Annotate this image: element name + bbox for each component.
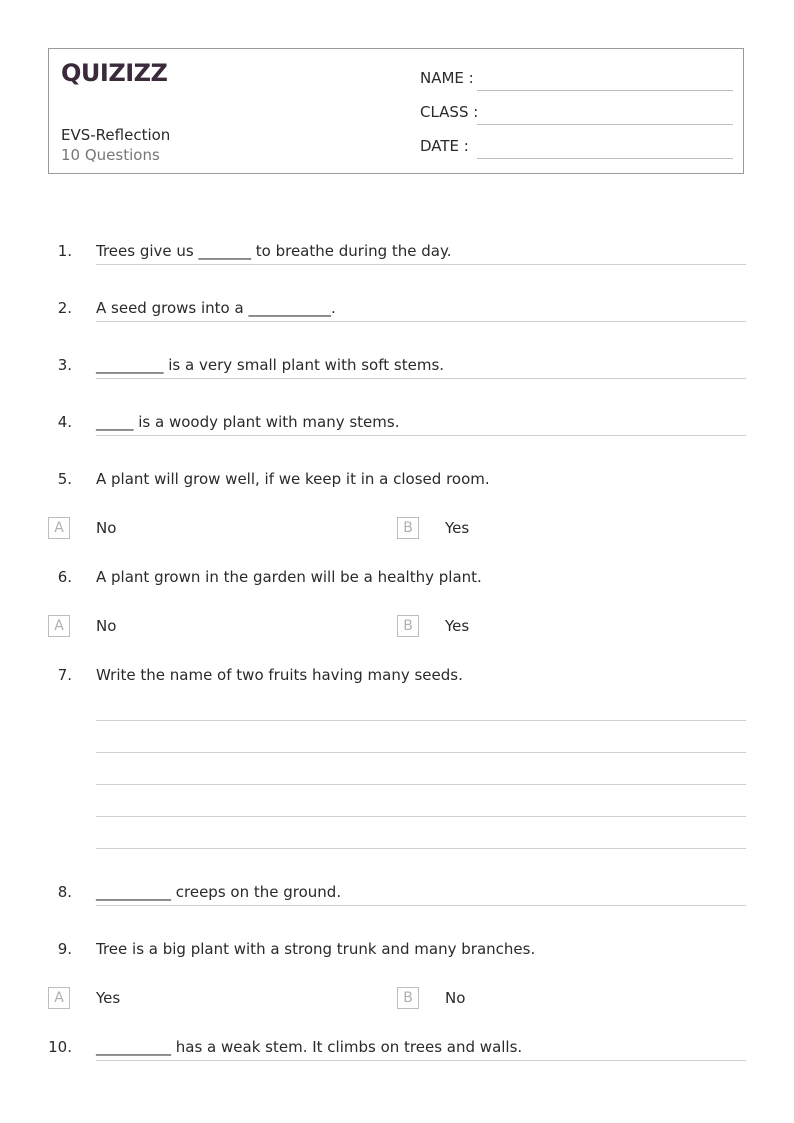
worksheet-header xyxy=(48,48,744,174)
question-number: 10. xyxy=(48,1038,72,1056)
answer-line[interactable] xyxy=(96,752,746,753)
option-a-text[interactable]: No xyxy=(96,617,117,635)
class-field[interactable] xyxy=(477,124,733,125)
answer-line[interactable] xyxy=(96,321,746,322)
option-a-box[interactable]: A xyxy=(48,615,70,637)
question-text: A plant will grow well, if we keep it in a closed room. xyxy=(96,470,490,488)
question-number: 4. xyxy=(57,413,72,431)
answer-line[interactable] xyxy=(96,784,746,785)
option-b-text[interactable]: Yes xyxy=(445,617,470,635)
quizizz-logo: QUIZIZZ xyxy=(61,59,168,87)
answer-line[interactable] xyxy=(96,816,746,817)
option-b-text[interactable]: No xyxy=(445,989,466,1007)
answer-line[interactable] xyxy=(96,1060,746,1061)
question-number: 3. xyxy=(57,356,72,374)
answer-line[interactable] xyxy=(96,720,746,721)
answer-line[interactable] xyxy=(96,378,746,379)
class-label: CLASS : xyxy=(420,103,479,121)
question-number: 1. xyxy=(57,242,72,260)
option-b-box[interactable]: B xyxy=(397,517,419,539)
question-number: 5. xyxy=(57,470,72,488)
date-label: DATE : xyxy=(420,137,469,155)
question-number: 6. xyxy=(57,568,72,586)
name-field[interactable] xyxy=(477,90,733,91)
question-text: _____ is a woody plant with many stems. xyxy=(96,413,400,431)
option-b-text[interactable]: Yes xyxy=(445,519,470,537)
question-text: A plant grown in the garden will be a healthy plant. xyxy=(96,568,482,586)
question-text: Write the name of two fruits having many seeds. xyxy=(96,666,463,684)
answer-line[interactable] xyxy=(96,848,746,849)
question-text: A seed grows into a ___________. xyxy=(96,299,336,317)
question-number: 8. xyxy=(57,883,72,901)
question-number: 7. xyxy=(57,666,72,684)
name-label: NAME : xyxy=(420,69,474,87)
question-text: _________ is a very small plant with soft stems. xyxy=(96,356,445,374)
question-text: Trees give us _______ to breathe during the day. xyxy=(96,242,452,260)
question-count: 10 Questions xyxy=(61,146,160,164)
answer-line[interactable] xyxy=(96,905,746,906)
worksheet-title: EVS-Reflection xyxy=(61,126,171,144)
question-number: 9. xyxy=(57,940,72,958)
option-a-text[interactable]: No xyxy=(96,519,117,537)
option-a-box[interactable]: A xyxy=(48,987,70,1009)
option-b-box[interactable]: B xyxy=(397,615,419,637)
option-a-text[interactable]: Yes xyxy=(96,989,121,1007)
question-text: __________ has a weak stem. It climbs on trees and walls. xyxy=(96,1038,523,1056)
answer-line[interactable] xyxy=(96,435,746,436)
question-text: Tree is a big plant with a strong trunk and many branches. xyxy=(96,940,536,958)
option-a-box[interactable]: A xyxy=(48,517,70,539)
option-b-box[interactable]: B xyxy=(397,987,419,1009)
question-text: __________ creeps on the ground. xyxy=(96,883,342,901)
date-field[interactable] xyxy=(477,158,733,159)
question-number: 2. xyxy=(57,299,72,317)
answer-line[interactable] xyxy=(96,264,746,265)
